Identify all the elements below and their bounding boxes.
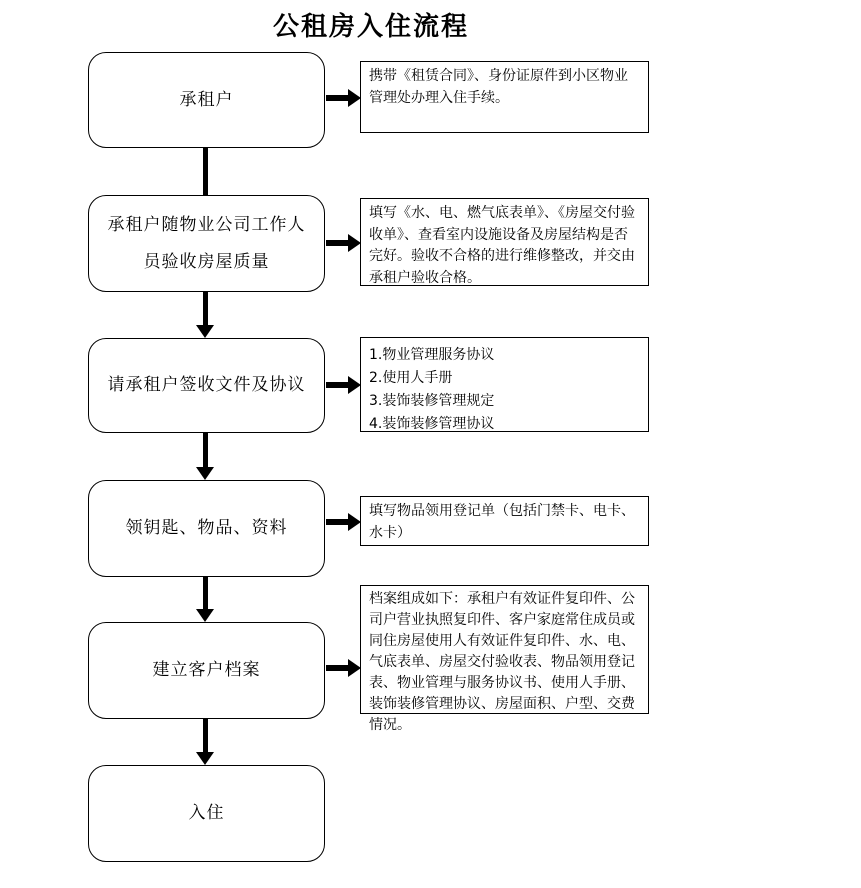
arrow-right-3 [326, 376, 361, 394]
note-inspect-quality [360, 198, 649, 286]
arrowhead-down-icon [196, 325, 214, 338]
connector-shaft [203, 148, 208, 195]
note-line: 3.装饰装修管理规定 [369, 393, 495, 410]
arrow-shaft [326, 240, 348, 246]
flow-step-label: 领钥匙、物品、资料 [125, 518, 288, 539]
flow-step-inspect-quality [88, 195, 325, 292]
arrow-right-2 [326, 234, 361, 252]
arrow-right-5 [326, 659, 361, 677]
arrow-shaft [326, 95, 348, 101]
page-title: 公租房入住流程 [272, 12, 469, 42]
note-text: 携带《租赁合同》、身份证原件到小区物业管理处办理入住手续。 [369, 68, 628, 106]
arrow-shaft [326, 382, 348, 388]
flow-step-label: 入住 [188, 803, 225, 824]
connector-shaft [203, 292, 208, 325]
note-tenant [360, 61, 649, 133]
note-text: 填写物品领用登记单（包括门禁卡、电卡、水卡） [369, 503, 635, 541]
flow-step-label: 建立客户档案 [152, 660, 261, 681]
flow-step-label: 请承租户签收文件及协议 [107, 375, 306, 396]
arrowhead-down-icon [196, 609, 214, 622]
connector-shaft [203, 719, 208, 752]
flow-step-move-in [88, 765, 325, 862]
arrow-right-4 [326, 513, 361, 531]
note-line: 1.物业管理服务协议 [369, 347, 495, 363]
note-text: 填写《水、电、燃气底表单》、《房屋交付验收单》、查看室内设施设备及房屋结构是否完好。验收不合格的进行维修整改，并交由承租户验收合格。 [369, 205, 635, 287]
connector-line-1-2 [196, 148, 214, 195]
note-line: 4.装饰装修管理协议 [369, 416, 495, 433]
note-text: 档案组成如下：承租户有效证件复印件、公司户营业执照复印件、客户家庭常住成员或同住房屋使用人有效证件复印件、水、电、气底表单、房屋交付验收表、物品领用登记表、物业管理与服务协议书、使用人手册、装饰装修管理协议、房屋面积、户型、交费情况。 [369, 591, 635, 733]
note-line: 2.使用人手册 [369, 370, 453, 387]
connector-shaft [203, 577, 208, 609]
flow-step-receive-keys [88, 480, 325, 577]
note-customer-file [360, 585, 649, 733]
connector-arrow-3-4 [196, 433, 214, 480]
flow-step-sign-documents [88, 338, 325, 433]
connector-arrow-4-5 [196, 577, 214, 622]
arrowhead-down-icon [196, 467, 214, 480]
connector-shaft [203, 433, 208, 467]
arrowhead-down-icon [196, 752, 214, 765]
flow-step-tenant [88, 52, 325, 148]
connector-arrow-2-3 [196, 292, 214, 338]
note-sign-documents [360, 337, 649, 432]
flow-step-label: 承租户 [179, 89, 234, 110]
note-receive-keys [360, 496, 649, 546]
arrow-shaft [326, 665, 348, 671]
flow-step-label: 承租户随物业公司工作人员验收房屋质量 [107, 214, 306, 272]
arrow-shaft [326, 519, 348, 525]
flow-step-customer-file [88, 622, 325, 719]
arrow-right-1 [326, 89, 361, 107]
connector-arrow-5-6 [196, 719, 214, 765]
